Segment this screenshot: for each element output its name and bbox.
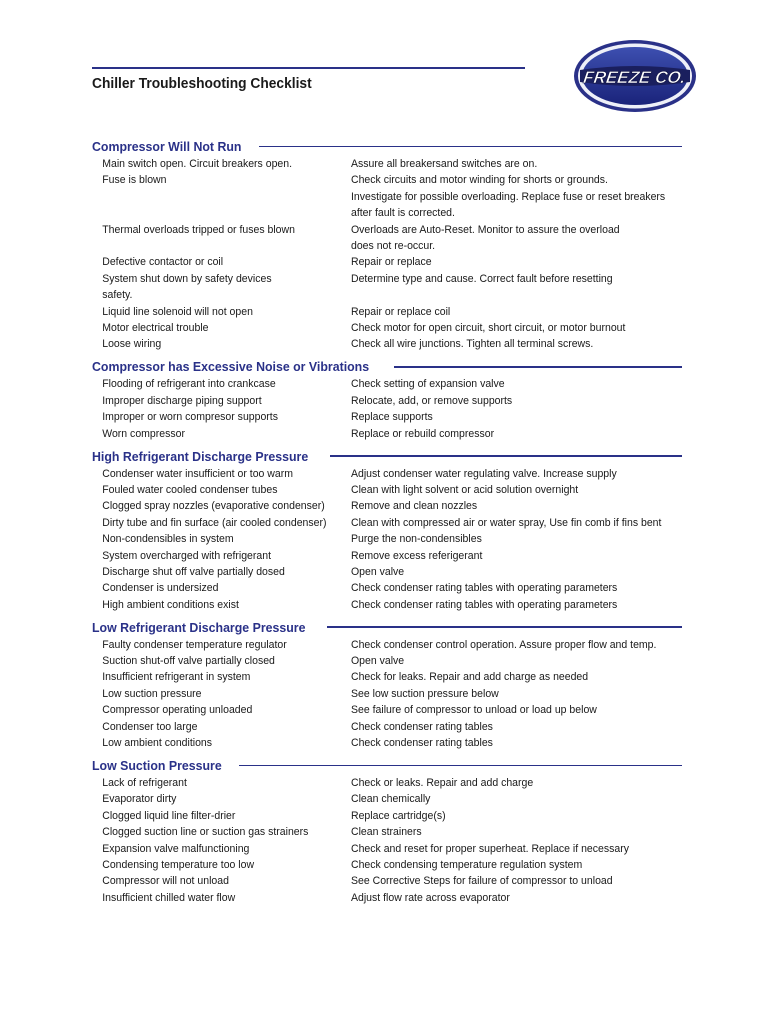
remedy-line: Remove and clean nozzles (351, 500, 478, 513)
checklist-row (92, 637, 682, 653)
cause-line: Clogged suction line or suction gas strainers (102, 826, 309, 839)
remedy-line: Check circuits and motor winding for shorts or grounds. (351, 174, 608, 187)
section-header (92, 756, 682, 775)
remedy-line: Investigate for possible overloading. Replace fuse or reset breakers (351, 190, 666, 203)
checklist-row (92, 653, 682, 669)
cause-line: Insufficient refrigerant in system (102, 671, 251, 684)
remedy-line: Determine type and cause. Correct fault before resetting (351, 272, 613, 285)
remedy-cell (351, 376, 659, 392)
remedy-line: Clean with light solvent or acid solution overnight (351, 483, 579, 496)
cause-cell (92, 482, 333, 498)
cause-cell (92, 735, 333, 751)
cause-cell (92, 719, 333, 735)
cause-line: System overcharged with refrigerant (102, 549, 271, 562)
cause-line: High ambient conditions exist (102, 598, 239, 611)
remedy-cell (351, 564, 659, 580)
section (92, 756, 682, 906)
remedy-cell (351, 222, 659, 255)
remedy-cell (351, 702, 659, 718)
cause-line: Main switch open. Circuit breakers open. (102, 158, 293, 170)
remedy-line: See failure of compressor to unload or load up below (351, 704, 597, 717)
remedy-line: Relocate, add, or remove supports (351, 394, 513, 407)
remedy-line: Open valve (351, 565, 405, 578)
cause-line: Evaporator dirty (102, 793, 177, 806)
checklist-row (92, 376, 682, 392)
checklist-row (92, 580, 682, 596)
remedy-cell (351, 409, 659, 425)
remedy-line: Purge the non-condensibles (351, 533, 482, 546)
remedy-line: Remove excess referigerant (351, 549, 483, 562)
section-header (92, 447, 682, 466)
cause-line: Expansion valve malfunctioning (102, 842, 250, 855)
cause-cell (92, 791, 333, 807)
cause-line: Lack of refrigerant (102, 777, 187, 789)
remedy-line: does not re-occur. (351, 240, 436, 253)
cause-line: Suction shut-off valve partially closed (102, 655, 275, 668)
cause-line: Flooding of refrigerant into crankcase (102, 378, 276, 391)
remedy-line: Replace supports (351, 411, 433, 424)
section-rule (239, 765, 682, 766)
remedy-cell (351, 824, 659, 840)
section (92, 137, 682, 353)
remedy-cell (351, 548, 659, 564)
remedy-cell (351, 735, 659, 751)
remedy-cell (351, 686, 659, 702)
remedy-line: Check and reset for proper superheat. Replace if necessary (351, 842, 629, 855)
checklist (92, 137, 682, 911)
remedy-cell (351, 873, 659, 889)
section-header (92, 618, 682, 637)
cause-cell (92, 254, 333, 270)
cause-cell (92, 515, 333, 531)
remedy-line: Replace cartridge(s) (351, 809, 446, 822)
remedy-line: Check setting of expansion valve (351, 378, 505, 391)
section-title: High Refrigerant Discharge Pressure (92, 448, 309, 464)
cause-cell (92, 271, 333, 304)
cause-line: Motor electrical trouble (102, 322, 209, 335)
cause-cell (92, 841, 333, 857)
section-rule (394, 366, 682, 367)
cause-cell (92, 890, 333, 906)
section-rule (327, 626, 682, 627)
section-title: Low Suction Pressure (92, 758, 222, 773)
cause-line: Condenser water insufficient or too warm (102, 467, 293, 480)
remedy-cell (351, 580, 659, 596)
section-header (92, 137, 682, 156)
section-title: Compressor Will Not Run (92, 139, 242, 154)
cause-line: Compressor operating unloaded (102, 704, 253, 717)
cause-line: safety. (102, 289, 133, 302)
remedy-line: Clean chemically (351, 793, 431, 806)
checklist-row (92, 857, 682, 873)
freeze-co-logo (572, 38, 698, 114)
remedy-line: Clean with compressed air or water spray, Use fin comb if fins bent (351, 516, 662, 529)
cause-cell (92, 376, 333, 392)
checklist-row (92, 222, 682, 255)
remedy-line: Check condenser rating tables with operating parameters (351, 598, 618, 611)
checklist-row (92, 271, 682, 304)
cause-cell (92, 393, 333, 409)
cause-line: Low suction pressure (102, 687, 202, 700)
cause-line: Dirty tube and fin surface (air cooled condenser) (102, 516, 327, 529)
cause-cell (92, 172, 333, 221)
cause-cell (92, 564, 333, 580)
checklist-row (92, 409, 682, 425)
header-rule (92, 67, 525, 69)
checklist-row (92, 515, 682, 531)
remedy-line: See low suction pressure below (351, 687, 499, 700)
checklist-row (92, 531, 682, 547)
cause-line: Improper or worn compresor supports (102, 411, 278, 424)
cause-line: Condenser is undersized (102, 582, 219, 595)
cause-line: Non-condensibles in system (102, 533, 234, 546)
remedy-line: Check condenser rating tables with operating parameters (351, 582, 618, 595)
checklist-row (92, 254, 682, 270)
cause-cell (92, 597, 333, 613)
remedy-line: Check condensing temperature regulation system (351, 859, 583, 872)
checklist-row (92, 735, 682, 751)
section (92, 618, 682, 752)
remedy-cell (351, 393, 659, 409)
cause-line: Loose wiring (102, 338, 162, 351)
remedy-cell (351, 482, 659, 498)
remedy-cell (351, 271, 659, 304)
cause-cell (92, 824, 333, 840)
cause-line: Compressor will not unload (102, 875, 229, 888)
checklist-row (92, 466, 682, 482)
checklist-row (92, 841, 682, 857)
remedy-cell (351, 515, 661, 531)
cause-line: Clogged spray nozzles (evaporative condenser) (102, 500, 325, 513)
cause-cell (92, 156, 333, 172)
cause-cell (92, 426, 333, 442)
section-header (92, 357, 682, 376)
remedy-cell (351, 775, 659, 791)
cause-line: Faulty condenser temperature regulator (102, 638, 287, 651)
checklist-row (92, 890, 682, 906)
remedy-line: Open valve (351, 655, 405, 668)
cause-cell (92, 637, 333, 653)
remedy-line: Overloads are Auto-Reset. Monitor to assure the overload (351, 223, 620, 236)
section (92, 357, 682, 442)
checklist-row (92, 156, 682, 172)
cause-line: Liquid line solenoid will not open (102, 305, 253, 318)
cause-line: Defective contactor or coil (102, 256, 224, 269)
cause-cell (92, 669, 333, 685)
checklist-row (92, 393, 682, 409)
checklist-row (92, 686, 682, 702)
cause-cell (92, 531, 333, 547)
section-title: Low Refrigerant Discharge Pressure (92, 619, 306, 635)
remedy-line: Assure all breakersand switches are on. (351, 158, 538, 170)
remedy-line: Adjust flow rate across evaporator (351, 891, 510, 904)
cause-cell (92, 409, 333, 425)
section-title: Compressor has Excessive Noise or Vibrations (92, 359, 370, 375)
remedy-cell (351, 857, 659, 873)
remedy-line: Replace or rebuild compressor (351, 427, 495, 440)
checklist-row (92, 791, 682, 807)
cause-cell (92, 775, 333, 791)
cause-line: Thermal overloads tripped or fuses blown (102, 223, 295, 236)
remedy-cell (351, 597, 659, 613)
cause-line: Clogged liquid line filter-drier (102, 809, 236, 822)
checklist-row (92, 548, 682, 564)
remedy-cell (351, 320, 659, 336)
checklist-row (92, 808, 682, 824)
svg-text:FREEZE CO.: FREEZE CO. (582, 68, 687, 87)
cause-cell (92, 498, 333, 514)
remedy-cell (351, 498, 659, 514)
checklist-row (92, 873, 682, 889)
cause-line: Discharge shut off valve partially dosed (102, 565, 285, 578)
cause-line: System shut down by safety devices (102, 272, 272, 285)
remedy-cell (351, 172, 665, 221)
remedy-line: Clean strainers (351, 826, 422, 839)
cause-cell (92, 548, 333, 564)
cause-cell (92, 857, 333, 873)
remedy-line: Adjust condenser water regulating valve. Increase supply (351, 467, 617, 480)
cause-line: Condenser too large (102, 720, 198, 733)
checklist-row (92, 426, 682, 442)
remedy-cell (351, 808, 659, 824)
checklist-row (92, 172, 682, 221)
cause-line: Fouled water cooled condenser tubes (102, 483, 278, 496)
cause-line: Insufficient chilled water flow (102, 891, 236, 904)
remedy-cell (351, 791, 659, 807)
remedy-line: Check all wire junctions. Tighten all terminal screws. (351, 338, 594, 351)
cause-line: Worn compressor (102, 427, 185, 440)
cause-line: Low ambient conditions (102, 737, 213, 750)
cause-cell (92, 336, 333, 352)
remedy-cell (351, 890, 659, 906)
remedy-line: Check condenser control operation. Assure proper flow and temp. (351, 638, 657, 651)
remedy-line: See Corrective Steps for failure of compressor to unload (351, 875, 613, 888)
checklist-row (92, 719, 682, 735)
checklist-row (92, 824, 682, 840)
cause-line: Condensing temperature too low (102, 859, 255, 872)
section-rule (330, 455, 682, 456)
cause-cell (92, 466, 333, 482)
remedy-cell (351, 466, 659, 482)
remedy-line: Check motor for open circuit, short circuit, or motor burnout (351, 322, 626, 335)
remedy-line: after fault is corrected. (351, 207, 455, 220)
remedy-cell (351, 637, 659, 653)
page-title: Chiller Troubleshooting Checklist (92, 76, 312, 92)
remedy-line: Check or leaks. Repair and add charge (351, 777, 534, 789)
cause-cell (92, 653, 333, 669)
remedy-cell (351, 669, 659, 685)
remedy-cell (351, 156, 659, 172)
checklist-row (92, 482, 682, 498)
cause-cell (92, 304, 333, 320)
remedy-cell (351, 719, 659, 735)
cause-cell (92, 320, 333, 336)
checklist-row (92, 775, 682, 791)
remedy-cell (351, 336, 659, 352)
remedy-cell (351, 304, 659, 320)
remedy-cell (351, 254, 659, 270)
cause-cell (92, 580, 333, 596)
checklist-row (92, 702, 682, 718)
remedy-line: Repair or replace coil (351, 305, 451, 318)
section (92, 447, 682, 614)
checklist-row (92, 336, 682, 352)
checklist-row (92, 304, 682, 320)
cause-cell (92, 686, 333, 702)
remedy-cell (351, 653, 659, 669)
remedy-line: Repair or replace (351, 256, 432, 269)
checklist-row (92, 498, 682, 514)
remedy-cell (351, 841, 659, 857)
cause-cell (92, 702, 333, 718)
cause-cell (92, 808, 333, 824)
cause-line: Improper discharge piping support (102, 394, 262, 407)
section-rule (259, 146, 682, 147)
remedy-line: Check condenser rating tables (351, 737, 493, 750)
checklist-row (92, 320, 682, 336)
cause-cell (92, 222, 333, 255)
cause-cell (92, 873, 333, 889)
remedy-cell (351, 426, 659, 442)
checklist-row (92, 564, 682, 580)
remedy-cell (351, 531, 659, 547)
remedy-line: Check condenser rating tables (351, 720, 493, 733)
remedy-line: Check for leaks. Repair and add charge as needed (351, 671, 589, 684)
checklist-row (92, 597, 682, 613)
cause-line: Fuse is blown (102, 174, 167, 187)
checklist-row (92, 669, 682, 685)
